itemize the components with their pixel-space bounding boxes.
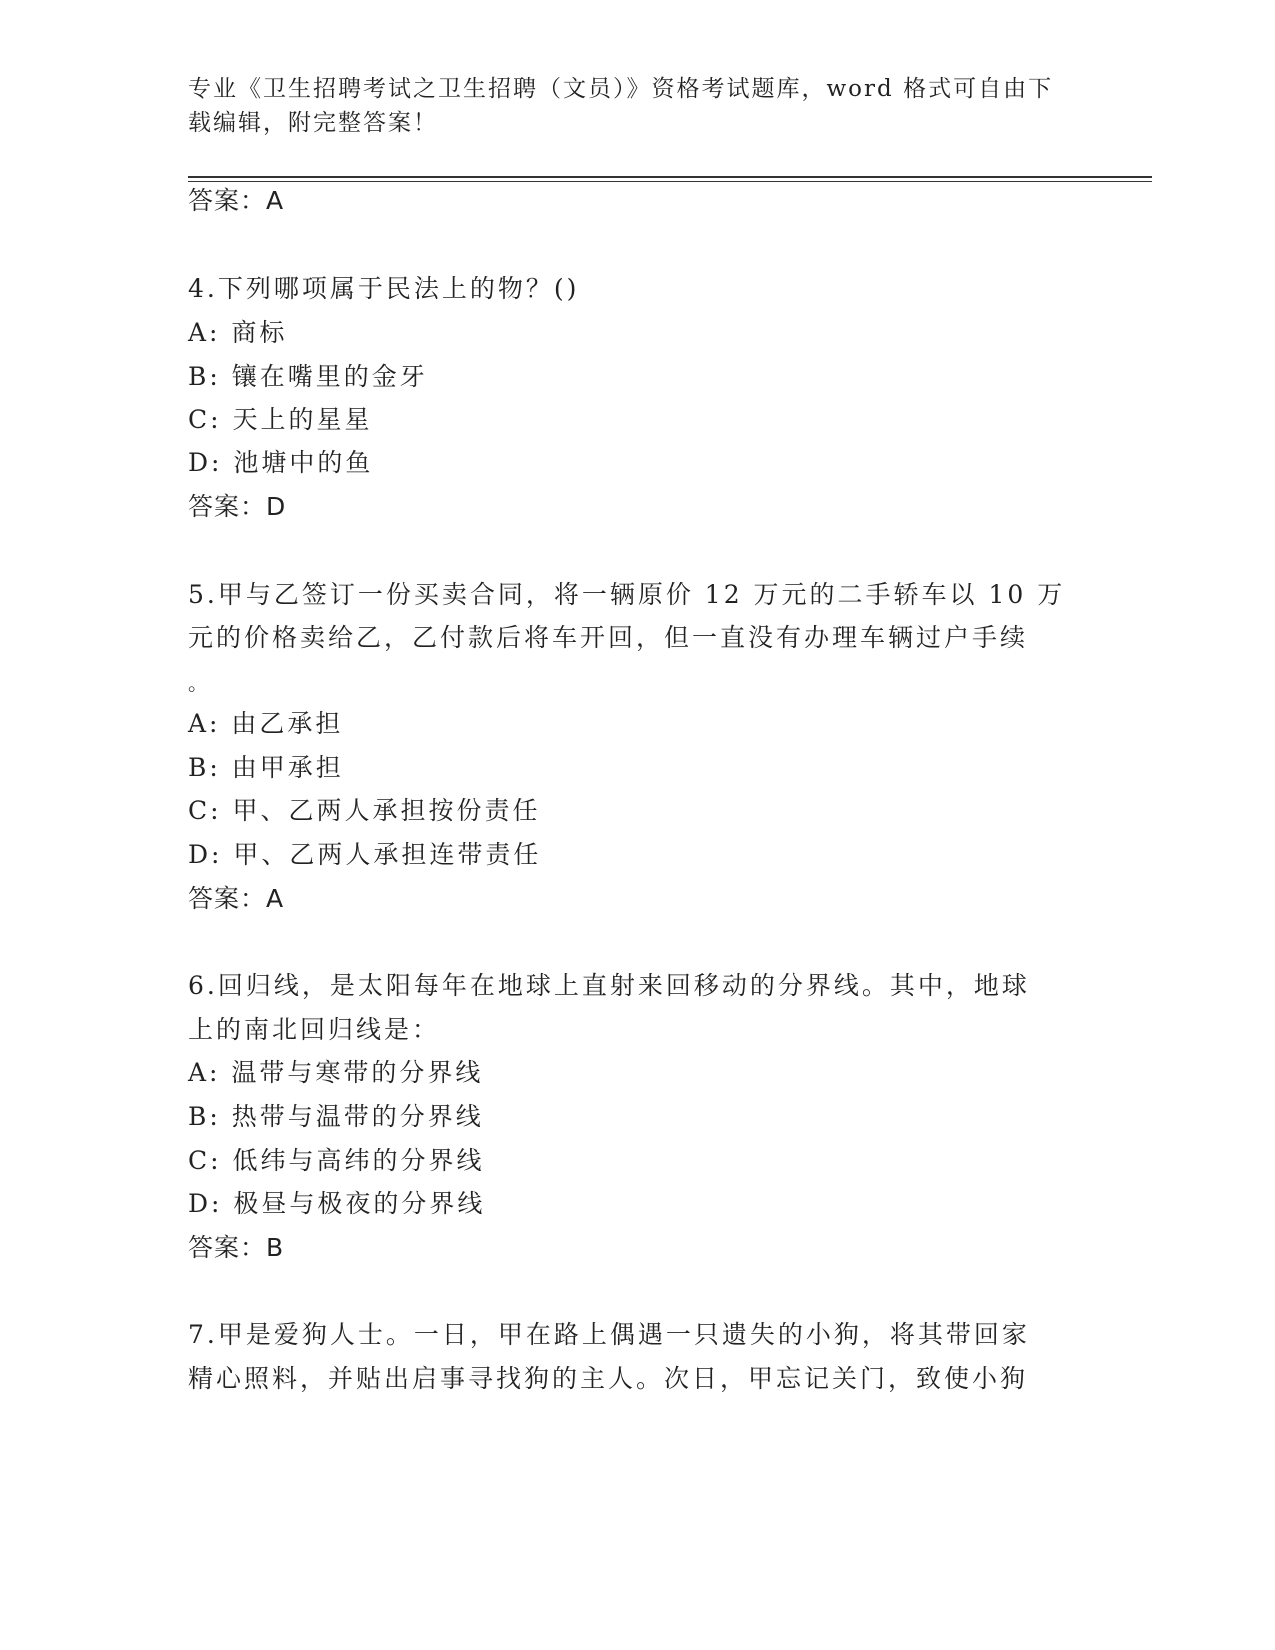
question-stem-cont: 上的南北回归线是： — [188, 1015, 441, 1044]
option-a: A: 温带与寒带的分界线 — [188, 1058, 484, 1087]
header-rule-bottom — [188, 181, 1152, 182]
answer-line: 答案：D — [188, 492, 287, 521]
option-c: C: 天上的星星 — [188, 405, 373, 434]
question-stem: 7.甲是爱狗人士。一日，甲在路上偶遇一只遗失的小狗，将其带回家 — [188, 1320, 1030, 1349]
option-d: D: 甲、乙两人承担连带责任 — [188, 840, 542, 869]
answer-line: 答案：A — [188, 186, 285, 215]
question-stem: 6.回归线，是太阳每年在地球上直射来回移动的分界线。其中，地球 — [188, 971, 1030, 1000]
answer-line: 答案：B — [188, 1233, 285, 1262]
option-d: D: 极昼与极夜的分界线 — [188, 1189, 486, 1218]
option-b: B: 镶在嘴里的金牙 — [188, 362, 428, 391]
option-a: A: 商标 — [188, 318, 288, 347]
answer-line: 答案：A — [188, 884, 285, 913]
header-rule-top — [188, 176, 1152, 178]
option-c: C: 低纬与高纬的分界线 — [188, 1146, 485, 1175]
option-c: C: 甲、乙两人承担按份责任 — [188, 796, 541, 825]
question-stem-cont: 精心照料，并贴出启事寻找狗的主人。次日，甲忘记关门，致使小狗 — [188, 1364, 1029, 1393]
option-a: A: 由乙承担 — [188, 709, 344, 738]
option-d: D: 池塘中的鱼 — [188, 448, 374, 477]
question-stem: 4.下列哪项属于民法上的物？() — [188, 274, 580, 303]
option-b: B: 热带与温带的分界线 — [188, 1102, 484, 1131]
question-stem: 5.甲与乙签订一份买卖合同，将一辆原价 12 万元的二手轿车以 10 万 — [188, 580, 1066, 609]
option-b: B: 由甲承担 — [188, 753, 344, 782]
question-stem-cont: 。 — [188, 671, 211, 695]
page-header: 专业《卫生招聘考试之卫生招聘（文员）》资格考试题库，word 格式可自由下载编辑，附完整答案！ — [188, 76, 1054, 136]
question-stem-cont: 元的价格卖给乙，乙付款后将车开回，但一直没有办理车辆过户手续 — [188, 623, 1029, 652]
